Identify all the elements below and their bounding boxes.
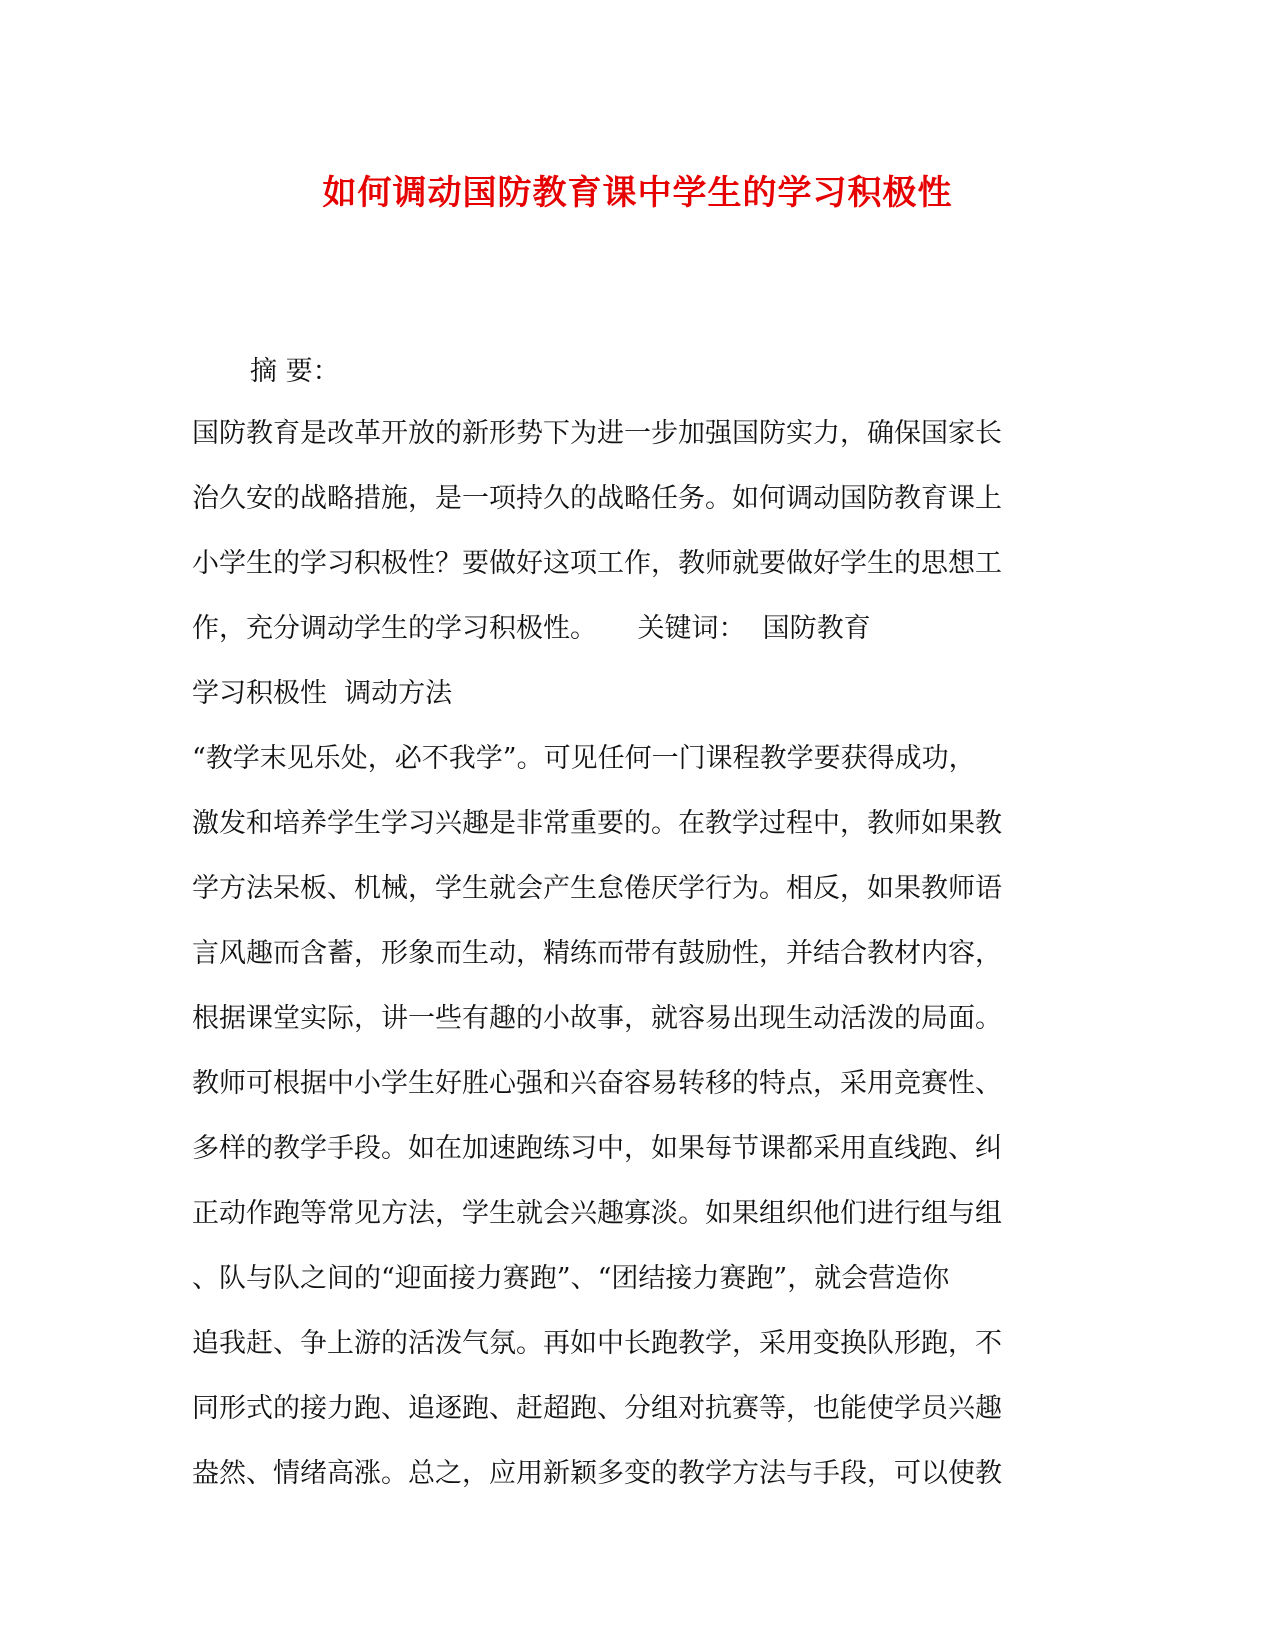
body-line: 根据课堂实际，讲一些有趣的小故事，就容易出现生动活泼的局面。 xyxy=(192,1003,1002,1034)
body-line: “教学末见乐处，必不我学”。可见任何一门课程教学要获得成功， xyxy=(192,743,976,774)
body-line: 治久安的战略措施，是一项持久的战略任务。如何调动国防教育课上 xyxy=(192,483,1002,514)
body-line: 作，充分调动学生的学习积极性。 关键词： 国防教育 xyxy=(192,613,871,644)
document-title: 如何调动国防教育课中学生的学习积极性 xyxy=(322,173,953,213)
body-line: 教师可根据中小学生好胜心强和兴奋容易转移的特点，采用竞赛性、 xyxy=(192,1068,1002,1099)
body-line: 小学生的学习积极性？要做好这项工作，教师就要做好学生的思想工 xyxy=(192,548,1002,579)
abstract-label: 摘 要： xyxy=(250,356,340,387)
body-line: 追我赶、争上游的活泼气氛。再如中长跑教学，采用变换队形跑，不 xyxy=(192,1328,1002,1359)
body-line: 正动作跑等常见方法，学生就会兴趣寡淡。如果组织他们进行组与组 xyxy=(192,1198,1002,1229)
body-line: 言风趣而含蓄，形象而生动，精练而带有鼓励性，并结合教材内容， xyxy=(192,938,1002,969)
body-line: 学方法呆板、机械，学生就会产生怠倦厌学行为。相反，如果教师语 xyxy=(192,873,1002,904)
body-line: 国防教育是改革开放的新形势下为进一步加强国防实力，确保国家长 xyxy=(192,418,1002,449)
body-line: 多样的教学手段。如在加速跑练习中，如果每节课都采用直线跑、纠 xyxy=(192,1133,1002,1164)
body-text xyxy=(192,414,1072,1519)
body-line: 学习积极性 调动方法 xyxy=(192,678,453,709)
body-line: 、队与队之间的“迎面接力赛跑”、“团结接力赛跑”，就会营造你 xyxy=(192,1263,950,1294)
body-line: 同形式的接力跑、追逐跑、赶超跑、分组对抗赛等，也能使学员兴趣 xyxy=(192,1393,1002,1424)
body-line: 激发和培养学生学习兴趣是非常重要的。在教学过程中，教师如果教 xyxy=(192,808,1002,839)
body-line: 盎然、情绪高涨。总之，应用新颖多变的教学方法与手段，可以使教 xyxy=(192,1458,1002,1489)
